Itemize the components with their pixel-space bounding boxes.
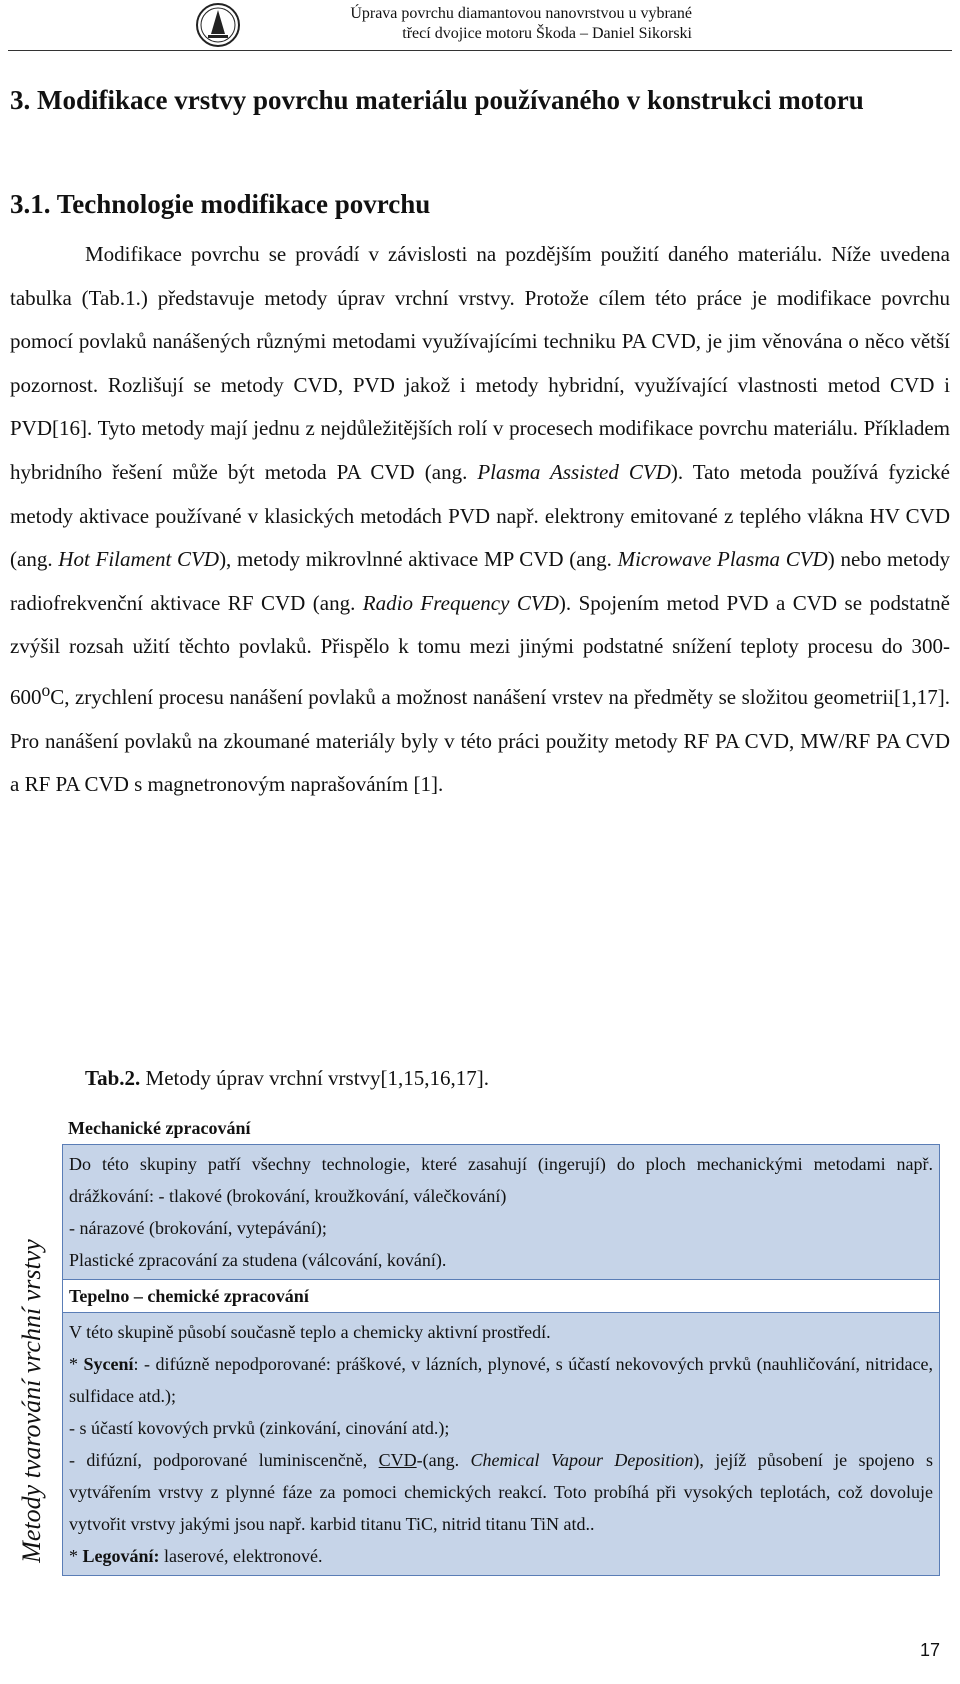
header-text — [350, 4, 692, 44]
section1-line3: Plastické zpracování za studena (válcování, kování). — [69, 1250, 447, 1270]
legovani-term: Legování: — [82, 1546, 160, 1566]
section2-line4-b: -(ang. — [416, 1450, 471, 1470]
table-caption-number: Tab.2. — [85, 1066, 141, 1090]
section2-line2-text: : - difúzně nepodporované: práškové, v lázních, plynové, s účastí nekovových prvků (nauhličování, nitridace, sulfidace atd.); — [69, 1354, 934, 1406]
table-caption-text: Metody úprav vrchní vrstvy[1,15,16,17]. — [140, 1066, 490, 1090]
section2-line4 — [69, 1444, 933, 1540]
body-text-b: ). Tato metoda používá fyzické metody aktivace používané v klasických metodách PVD např. elektrony emitované z teplého vlákna HV CVD (ang. — [10, 459, 950, 572]
section2-line1: V této skupině působí současně teplo a chemicky aktivní prostředí. — [69, 1322, 551, 1342]
section2-heading: Tepelno – chemické zpracování — [62, 1280, 940, 1312]
body-paragraph — [10, 233, 950, 807]
section2-cell — [62, 1312, 940, 1576]
body-italic-1: Plasma Assisted CVD — [477, 459, 671, 484]
university-logo-icon — [195, 2, 241, 48]
section1-line1: Do této skupiny patří všechny technologie, které zasahují (ingerují) do ploch mechanickými metodami např. drážkování: - tlakové (brokování, kroužkování, válečkování) — [69, 1154, 933, 1206]
section2-line5 — [69, 1540, 933, 1572]
cvd-term: CVD — [378, 1450, 417, 1470]
side-label-cell — [6, 1118, 58, 1684]
body-text-f: C, zrychlení procesu nanášení povlaků a možnost nanášení vrstev na předměty se složitou geometrii[1,17]. Pro nanášení povlaků na zkoumané materiály byly v této práci použity metody RF PA CVD, MW/RF PA CVD a RF PA CVD s magnetronovým naprašováním [1]. — [10, 684, 950, 797]
body-italic-4: Radio Frequency CVD — [362, 590, 559, 615]
body-italic-3: Microwave Plasma CVD — [617, 547, 828, 572]
methods-table — [62, 1112, 940, 1576]
page-number: 17 — [919, 1640, 940, 1660]
body-italic-2: Hot Filament CVD — [58, 547, 220, 572]
section2-line3: - s účastí kovových prvků (zinkování, cinování atd.); — [69, 1418, 450, 1438]
section-title: 3.1. Technologie modifikace povrchu — [10, 189, 431, 219]
chapter-title: 3. Modifikace vrstvy povrchu materiálu používaného v konstrukci motoru — [10, 85, 864, 115]
section1-cell — [62, 1144, 940, 1280]
header-divider — [8, 50, 952, 51]
body-text-e: ). Spojením metod PVD a CVD se podstatně zvýšil rozsah užití těchto povlaků. Přispělo k tomu mezi jinými podstatné snížení teploty procesu do 300-600 — [10, 590, 950, 709]
header-line-2: třecí dvojice motoru Škoda – Daniel Sikorski — [402, 25, 692, 42]
section2-line2 — [69, 1348, 933, 1412]
body-text-c: ), metody mikrovlnné aktivace MP CVD (ang. — [219, 547, 618, 572]
header-line-1: Úprava povrchu diamantovou nanovrstvou u vybrané — [350, 5, 692, 22]
degree-sup: o — [41, 679, 51, 700]
sycen-term: Sycení — [83, 1354, 134, 1374]
section2-line4-c: ), jejíž působení je spojeno s vytvářením vrstvy z plynné fáze za pomoci chemických reakcí. Toto probíhá při vysokých teplotách, což dovoluje vytvořit vrstvy jakými jsou např. karbid titanu TiC, nitrid titanu TiN atd.. — [69, 1450, 933, 1534]
section1-line2: - nárazové (brokování, vytepávání); — [69, 1218, 327, 1238]
asterisk-2: * — [69, 1546, 83, 1566]
section1-heading: Mechanické zpracování — [68, 1118, 251, 1138]
section2-line4-a: - difúzní, podporované luminiscenčně, — [69, 1450, 379, 1470]
page-header — [0, 0, 960, 50]
table-caption — [85, 1064, 489, 1092]
body-text-d: ) nebo metody radiofrekvenční aktivace RF CVD (ang. — [10, 547, 950, 615]
asterisk-1: * — [69, 1354, 84, 1374]
side-label: Metody tvarování vrchní vrstvy — [17, 1239, 46, 1563]
section2-line4-italic: Chemical Vapour Deposition — [470, 1450, 694, 1470]
section2-line5-text: laserové, elektronové. — [159, 1546, 323, 1566]
body-text-a: Modifikace povrchu se provádí v závislosti na pozdějším použití daného materiálu. Níže uvedena tabulka (Tab.1.) představuje metody úprav vrchní vrstvy. Protože cílem této práce je modifikace povrchu pomocí povlaků nanášených různými metodami využívajícími techniku PA CVD, je jim věnována o něco větší pozornost. Rozlišují se metody CVD, PVD jakož i metody hybridní, využívající vlastnosti metod CVD i PVD[16]. Tyto metody mají jednu z nejdůležitějších rolí v procesech modifikace povrchu materiálu. Příkladem hybridního řešení může být metoda PA CVD (ang. — [10, 242, 950, 484]
